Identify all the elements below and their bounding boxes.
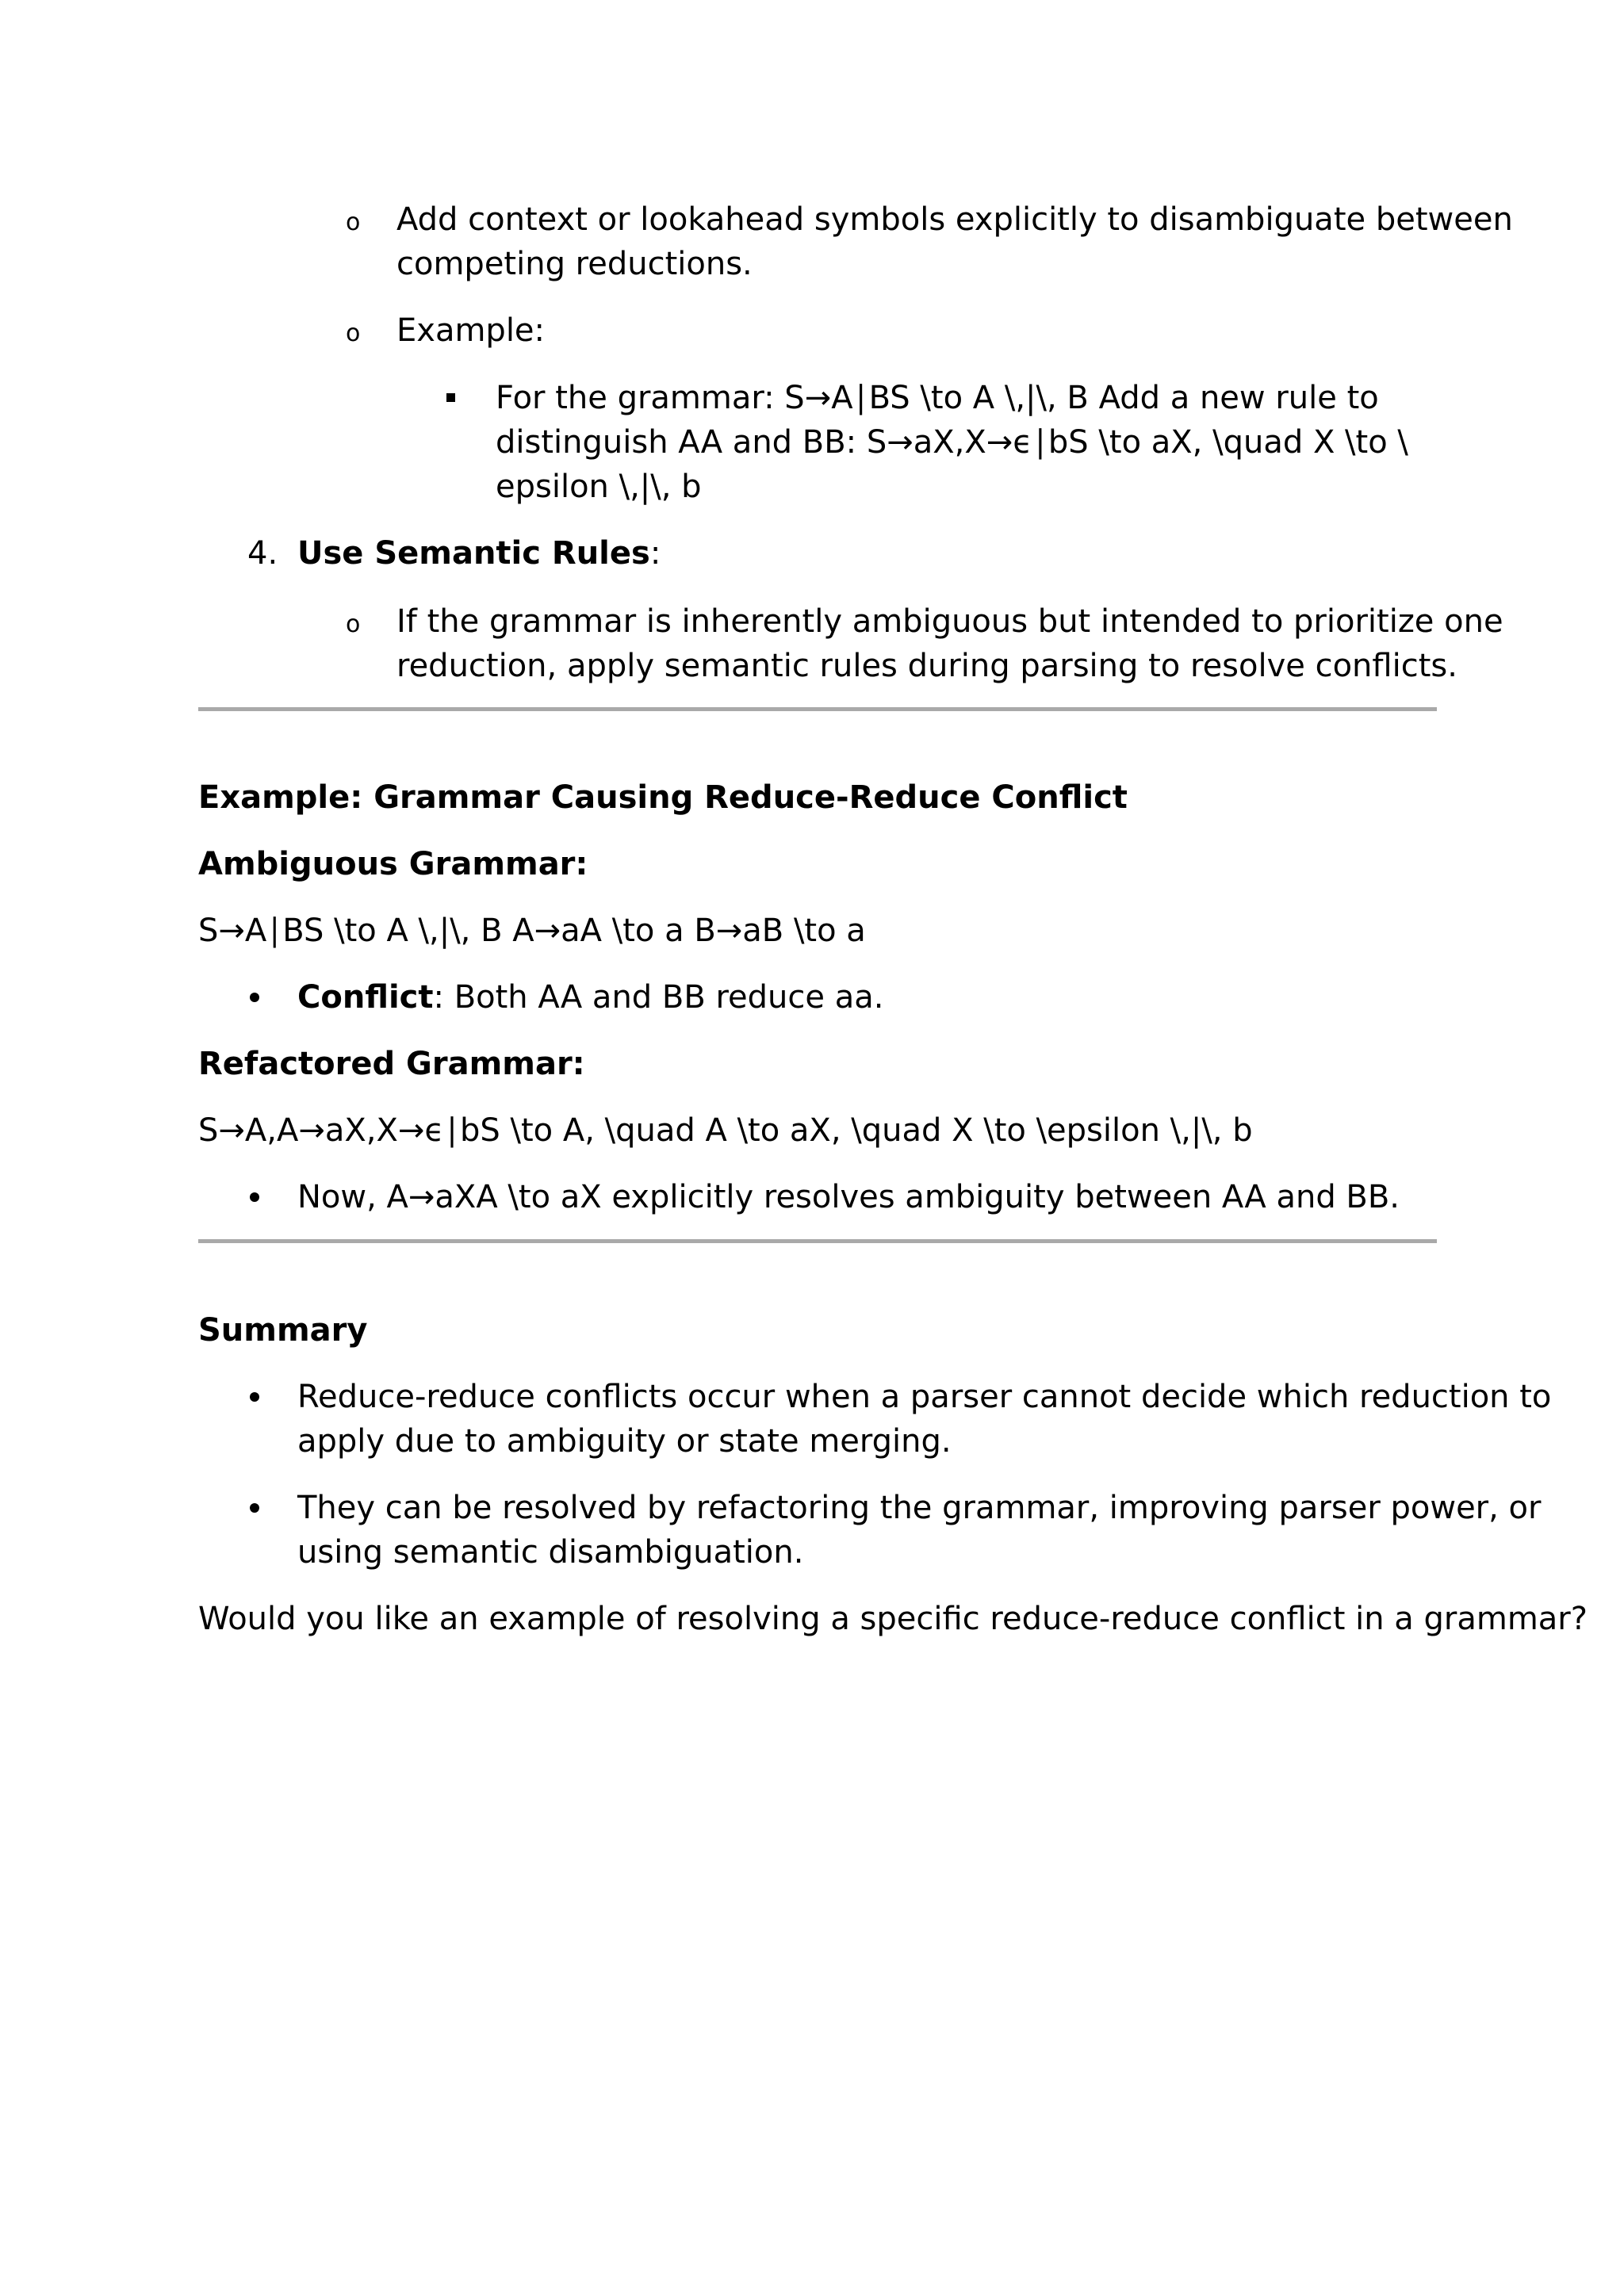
horizontal-divider — [198, 1239, 1437, 1243]
bullet-marker — [250, 1192, 259, 1202]
bullet-text: Now, A→aXA \to aX explicitly resolves ambiguity between AA and BB. — [297, 1179, 1400, 1215]
numbered-item-colon: : — [649, 535, 661, 572]
bullet-text: Reduce-reduce conflicts occur when a parser cannot decide which reduction to — [297, 1379, 1552, 1415]
numbered-item-heading — [297, 531, 661, 576]
numbered-item-number: 4. — [247, 535, 278, 572]
list-marker-circle: o — [346, 320, 361, 347]
closing-question: Would you like an example of resolving a specific reduce-reduce conflict in a grammar? — [198, 1601, 1588, 1637]
subheading: Ambiguous Grammar: — [198, 846, 588, 882]
list-marker-circle: o — [346, 209, 361, 236]
bullet-text — [297, 975, 883, 1020]
sub-list-item-text: For the grammar: S→A∣BS \to A \,|\, B Add a new rule to — [496, 380, 1379, 416]
bullet-text: apply due to ambiguity or state merging. — [297, 1423, 952, 1460]
conflict-text: : Both AA and BB reduce aa. — [433, 979, 884, 1016]
list-item-text: reduction, apply semantic rules during parsing to resolve conflicts. — [396, 648, 1457, 684]
bullet-marker — [250, 993, 259, 1002]
section-heading: Example: Grammar Causing Reduce-Reduce Conflict — [198, 779, 1128, 816]
subheading: Refactored Grammar: — [198, 1046, 585, 1082]
bullet-text: They can be resolved by refactoring the grammar, improving parser power, or — [297, 1490, 1542, 1526]
bullet-marker — [250, 1392, 259, 1402]
list-item-text: Example: — [396, 312, 546, 349]
list-item-text: competing reductions. — [396, 246, 753, 282]
sub-list-item-text: distinguish AA and BB: S→aX,X→ϵ∣bS \to aX, \quad X \to \ — [496, 424, 1408, 461]
bullet-marker — [250, 1503, 259, 1513]
list-marker-square — [446, 393, 455, 402]
grammar-rule: S→A∣BS \to A \,|\, B A→aA \to a B→aB \to a — [198, 913, 866, 949]
list-marker-circle: o — [346, 610, 361, 638]
numbered-item-title: Use Semantic Rules — [297, 535, 650, 572]
horizontal-divider — [198, 707, 1437, 711]
sub-list-item-text: epsilon \,|\, b — [496, 469, 702, 505]
section-heading: Summary — [198, 1312, 368, 1349]
grammar-rule: S→A,A→aX,X→ϵ∣bS \to A, \quad A \to aX, \quad X \to \epsilon \,|\, b — [198, 1112, 1253, 1149]
conflict-label: Conflict — [297, 979, 434, 1016]
list-item-text: Add context or lookahead symbols explicitly to disambiguate between — [396, 201, 1513, 238]
list-item-text: If the grammar is inherently ambiguous but intended to prioritize one — [396, 603, 1503, 640]
bullet-text: using semantic disambiguation. — [297, 1534, 804, 1571]
